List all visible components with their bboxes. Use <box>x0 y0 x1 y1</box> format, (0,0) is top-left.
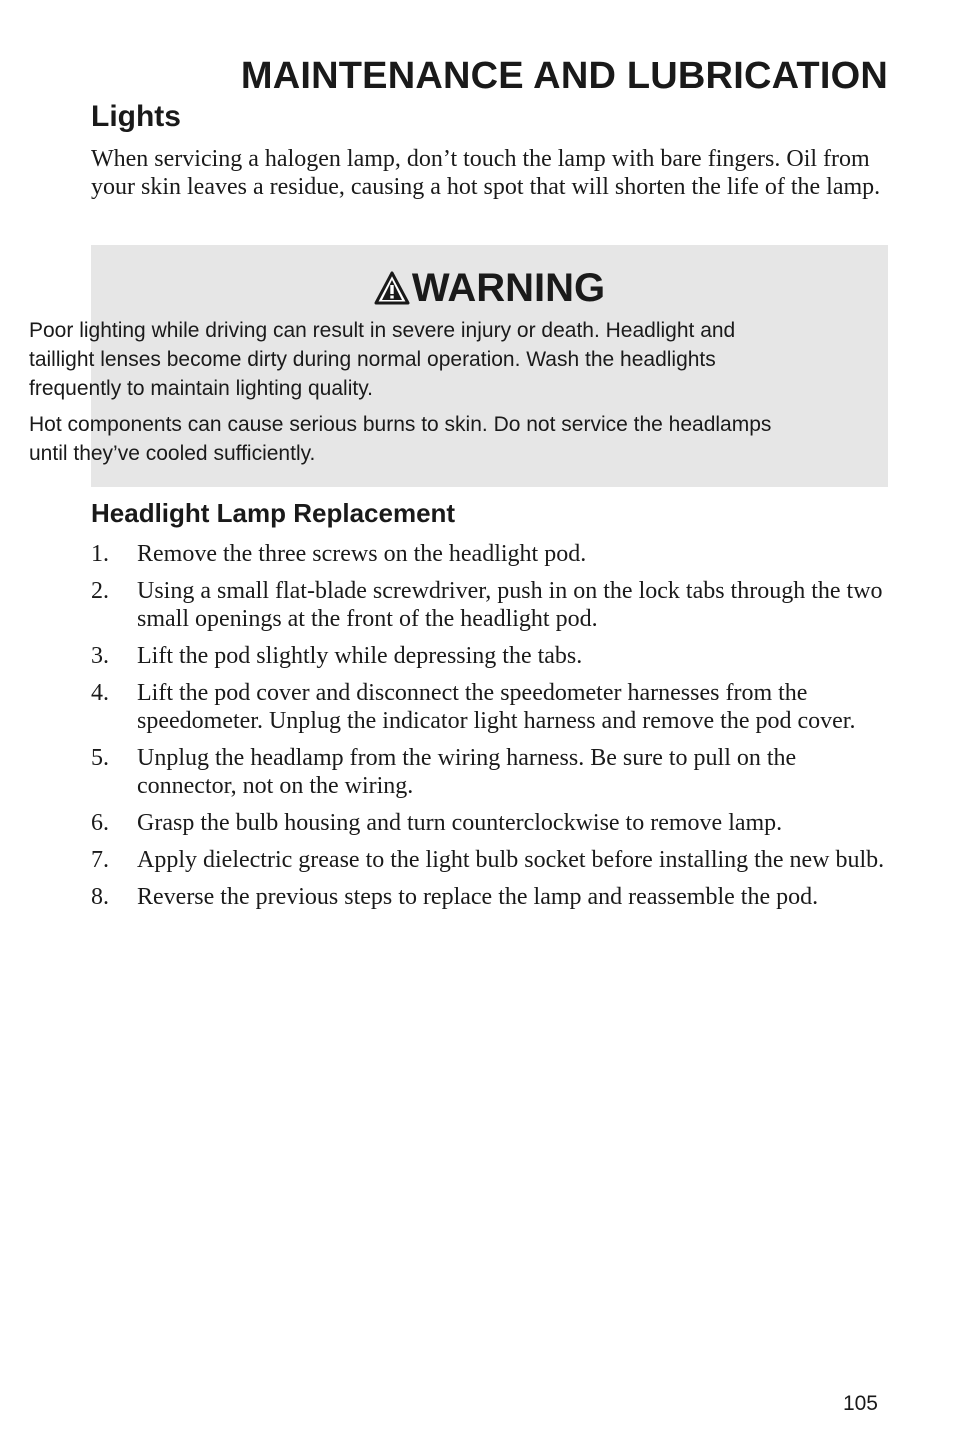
step-item <box>91 809 891 837</box>
step-item <box>91 577 891 633</box>
step-item <box>91 642 891 670</box>
page-title: MAINTENANCE AND LUBRICATION <box>240 55 888 97</box>
step-number: 5. <box>91 745 109 771</box>
step-item <box>91 846 891 874</box>
step-number: 1. <box>91 541 109 567</box>
step-item <box>91 744 891 800</box>
step-text: Using a small flat-blade screwdriver, push in on the lock tabs through the two small openings at the front of the headlight pod. <box>137 578 883 632</box>
step-number: 8. <box>91 884 109 910</box>
page-number: 105 <box>842 1392 878 1415</box>
step-text: Lift the pod slightly while depressing the tabs. <box>137 643 583 669</box>
step-text: Reverse the previous steps to replace the lamp and reassemble the pod. <box>137 884 819 910</box>
step-number: 7. <box>91 847 109 873</box>
procedure-steps <box>91 540 891 920</box>
step-text: Remove the three screws on the headlight pod. <box>137 541 587 567</box>
step-text: Unplug the headlamp from the wiring harness. Be sure to pull on the connector, not on the wiring. <box>137 745 797 799</box>
warning-paragraph: Poor lighting while driving can result in severe injury or death. Headlight and taillight lenses become dirty during normal operation. Wash the headlights frequently to maintain lighting quality. <box>29 319 736 400</box>
step-item <box>91 540 891 568</box>
procedure-title: Headlight Lamp Replacement <box>91 498 456 528</box>
step-number: 4. <box>91 680 109 706</box>
step-text: Lift the pod cover and disconnect the speedometer harnesses from the speedometer. Unplug the indicator light harness and remove the pod cover. <box>137 680 856 734</box>
section-title-lights: Lights <box>91 100 181 133</box>
step-text: Apply dielectric grease to the light bulb socket before installing the new bulb. <box>137 847 885 873</box>
step-number: 2. <box>91 578 109 604</box>
warning-triangle-icon <box>374 271 410 305</box>
step-text: Grasp the bulb housing and turn counterclockwise to remove lamp. <box>137 810 783 836</box>
warning-paragraph: Hot components can cause serious burns to skin. Do not service the headlamps until they’ve cooled sufficiently. <box>29 413 772 465</box>
intro-paragraph: When servicing a halogen lamp, don’t touch the lamp with bare fingers. Oil from your skin leaves a residue, causing a hot spot that will shorten the life of the lamp. <box>91 146 881 200</box>
step-item <box>91 883 891 911</box>
step-item <box>91 679 891 735</box>
step-number: 3. <box>91 643 109 669</box>
warning-heading-row <box>91 265 888 311</box>
warning-heading: WARNING <box>411 266 606 310</box>
step-number: 6. <box>91 810 109 836</box>
